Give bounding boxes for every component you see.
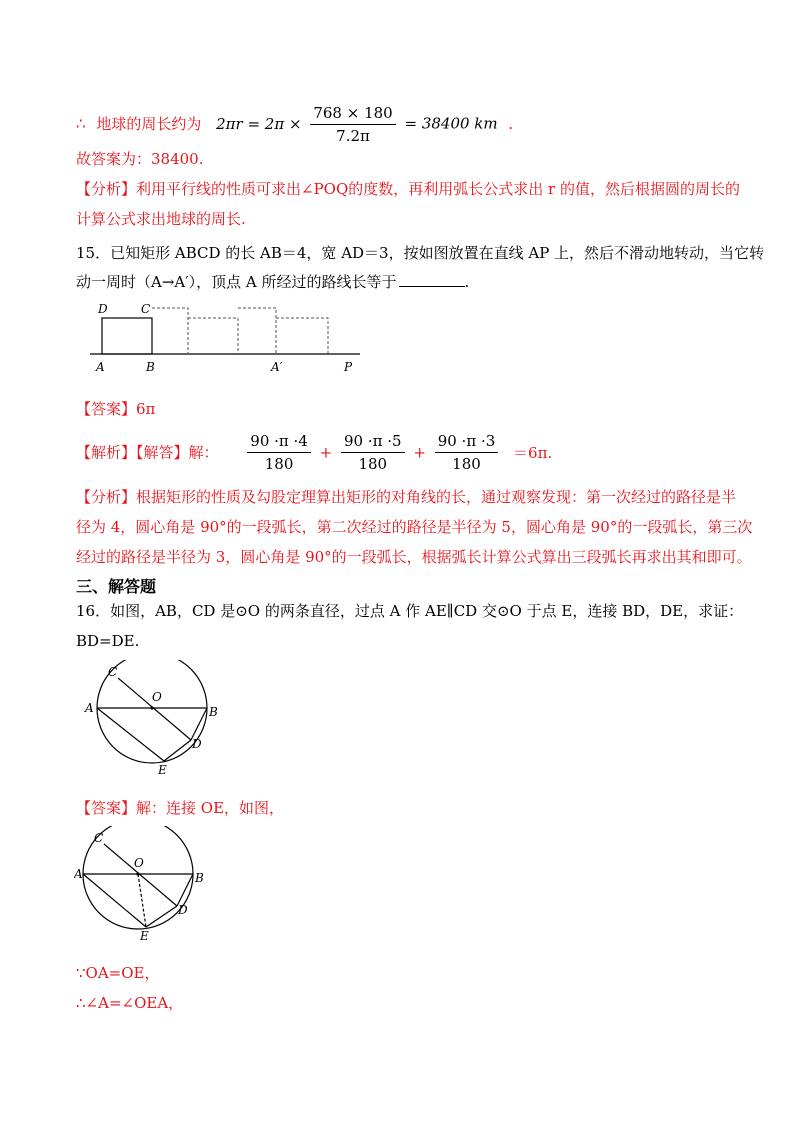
analysis-14-line-1: 【分析】利用平行线的性质可求出∠POQ的度数，再利用弧长公式求出 r 的值，然后根据圆的周长的	[76, 180, 740, 198]
fraction-3-denominator: 180	[452, 455, 481, 473]
label-e: E	[140, 929, 149, 943]
label-d: D	[98, 302, 108, 316]
label-a: A	[74, 867, 83, 881]
analysis-15-line-2: 径为 4，圆心角是 90°的一段弧长，第二次经过的路径是半径为 5，圆心角是 90°的一段弧长，第三次	[76, 518, 753, 536]
plus-1: +	[319, 443, 333, 462]
proof-step-2: ∴∠A=∠OEA，	[76, 994, 184, 1012]
formula-rhs: = 38400 km	[404, 114, 498, 133]
label-a: A	[96, 360, 105, 374]
label-b: B	[195, 871, 204, 885]
circumference-text: 地球的周长约为	[96, 114, 202, 133]
question-16-line-2: BD=DE.	[76, 632, 140, 650]
answer-16: 【答案】解：连接 OE，如图，	[76, 799, 285, 817]
solution-15	[76, 432, 552, 473]
therefore-symbol: ∴	[76, 114, 86, 133]
fraction-1-numerator: 90 ·π ·4	[247, 432, 311, 453]
answer-blank	[399, 272, 465, 287]
diameter-cd	[118, 678, 191, 740]
circumference-line	[76, 104, 513, 145]
fraction-3	[435, 432, 499, 473]
formula-tail: .	[508, 114, 514, 133]
dashed-rect-4	[276, 318, 328, 354]
label-b: B	[209, 705, 218, 719]
diameter-cd	[104, 844, 177, 906]
formula-fraction	[310, 104, 395, 145]
label-c: C	[94, 831, 104, 845]
center-point	[150, 706, 153, 709]
solution-label: 【解析】【解答】解：	[76, 443, 219, 462]
fraction-denominator: 7.2π	[336, 127, 370, 145]
chord-ae	[97, 708, 164, 761]
answer-15: 【答案】6π	[76, 400, 156, 418]
proof-step-1: ∵OA=OE，	[76, 964, 160, 982]
circle-figure-answer	[74, 826, 214, 944]
label-o: O	[134, 856, 144, 870]
fraction-numerator: 768 × 180	[310, 104, 395, 125]
label-c: C	[108, 665, 118, 679]
fraction-1-denominator: 180	[264, 455, 294, 473]
question-15-line-2	[76, 271, 469, 293]
solution-result: ＝6π.	[513, 443, 553, 462]
analysis-15-line-1: 【分析】根据矩形的性质及勾股定理算出矩形的对角线的长，通过观察发现：第一次经过的路径是半	[76, 488, 737, 506]
section-heading: 三、解答题	[76, 577, 157, 596]
label-e: E	[158, 763, 167, 777]
center-point	[136, 872, 139, 875]
rectangle-abcd	[102, 318, 152, 354]
dashed-rect-3	[238, 308, 276, 354]
question-15-end: .	[464, 273, 470, 291]
label-c: C	[141, 302, 151, 316]
label-d: D	[192, 737, 202, 751]
analysis-14-line-2: 计算公式求出地球的周长.	[76, 210, 246, 228]
label-b: B	[146, 360, 155, 374]
fraction-2	[341, 432, 405, 473]
dashed-rect-1	[152, 308, 188, 354]
analysis-15-line-3: 经过的路径是半径为 3，圆心角是 90°的一段弧长，根据弧长计算公式算出三段弧长再求出其和即可。	[76, 548, 752, 566]
question-16-line-1: 16．如图，AB，CD 是⊙O 的两条直径，过点 A 作 AE∥CD 交⊙O 于点 E，连接 BD，DE，求证：	[76, 602, 744, 620]
label-o: O	[152, 690, 162, 704]
fraction-2-denominator: 180	[358, 455, 388, 473]
formula-lhs: 2πr = 2π ×	[216, 114, 302, 133]
fraction-1	[247, 432, 311, 473]
segment-oe	[138, 874, 146, 927]
question-15-line-1: 15．已知矩形 ABCD 的长 AB＝4，宽 AD＝3，按如图放置在直线 AP 上，然后不滑动地转动，当它转	[76, 244, 765, 262]
label-p: P	[344, 360, 353, 374]
rectangle-rotation-figure	[90, 296, 370, 378]
dashed-rect-2	[188, 318, 238, 354]
chord-ae	[83, 874, 146, 927]
label-d: D	[178, 903, 188, 917]
fraction-2-numerator: 90 ·π ·5	[341, 432, 405, 453]
answer-14: 故答案为：38400.	[76, 150, 204, 168]
plus-2: +	[413, 443, 426, 462]
question-15-text: 动一周时（A→A′），顶点 A 所经过的路线长等于	[76, 273, 397, 291]
circle-figure-question	[84, 660, 224, 780]
label-a-prime: A′	[271, 360, 283, 374]
fraction-3-numerator: 90 ·π ·3	[435, 432, 499, 453]
label-a: A	[85, 701, 94, 715]
